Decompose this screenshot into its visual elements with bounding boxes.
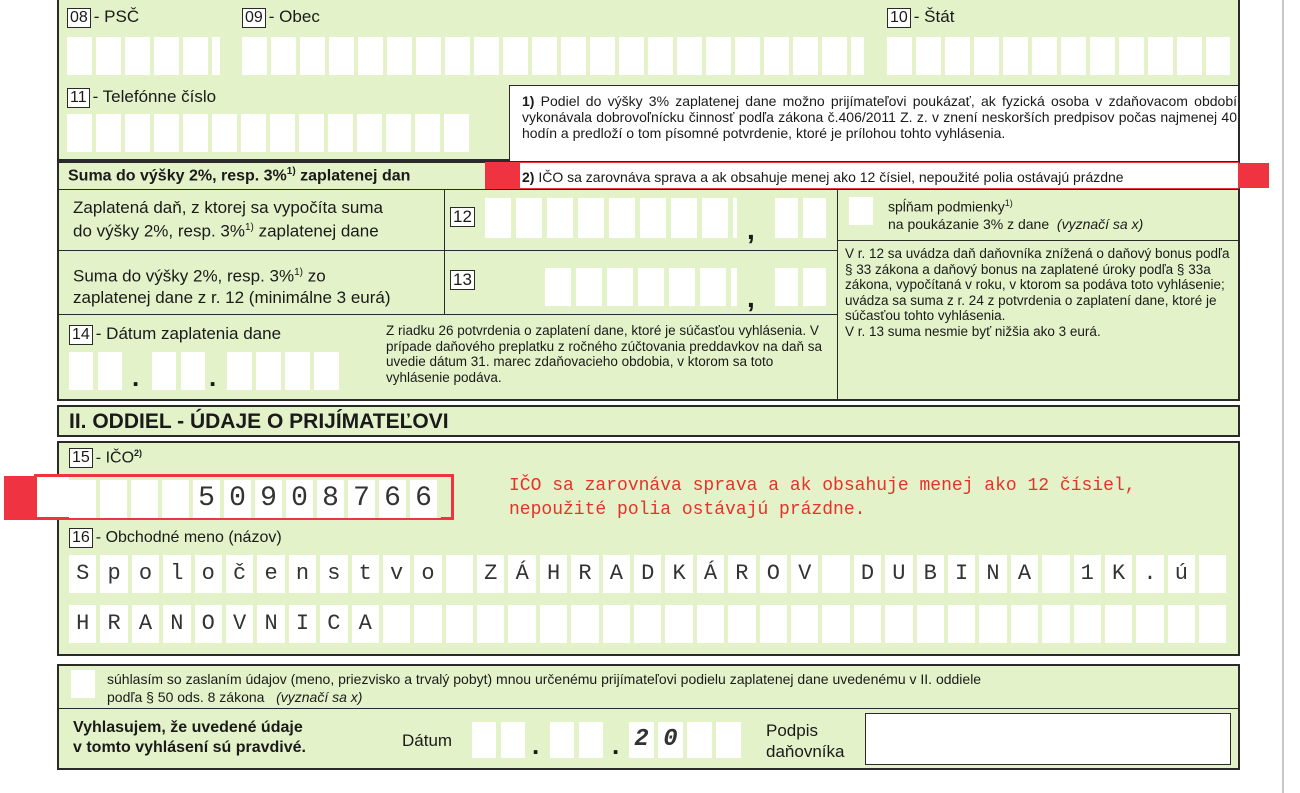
name-number: 16 <box>69 528 93 548</box>
char-cell <box>1168 605 1199 643</box>
row14-month-input[interactable] <box>152 352 208 390</box>
char-cell <box>1074 605 1105 643</box>
row13-input[interactable] <box>545 268 737 306</box>
check-label-c: (vyznačí sa x) <box>1056 215 1144 232</box>
char-cell <box>446 555 477 593</box>
row14-note: Z riadku 26 potvrdenia o zaplatení dane, ktoré je súčasťou vyhlásenia. V prípade daňového preplatku z ročného zúčtovania preddavkov na daň sa uvedie dátum 31. marec zdaňovacieho obdobia, v ktorom sa toto vyhlásenie podáva. <box>386 323 823 385</box>
ico-label-text: - IČO <box>95 449 135 467</box>
char-cell <box>1042 555 1073 593</box>
consent-text-a: súhlasím so zaslaním údajov (meno, priezvisko a trvalý pobyt) mnou určenému prijímateľovi podielu zaplatenej dane uvedenému v II. oddiele <box>107 671 982 687</box>
char-cell: R <box>728 555 759 593</box>
char-cell <box>979 605 1010 643</box>
stat-number: 10 <box>887 8 911 28</box>
char-cell: K <box>1105 555 1136 593</box>
row13-comma: , <box>747 282 755 313</box>
ico-hint <box>509 474 1136 522</box>
note-2-marker-right <box>1239 163 1269 188</box>
row14-day-input[interactable] <box>69 352 125 390</box>
row12-number: 12 <box>450 207 475 227</box>
char-cell: 0 <box>658 722 687 758</box>
char-cell: B <box>917 555 948 593</box>
check-3pct-box[interactable] <box>849 197 873 225</box>
note-2-marker-left <box>485 163 520 188</box>
char-cell <box>1199 605 1230 643</box>
section2-title: II. ODDIEL - ÚDAJE O PRIJÍMATEĽOVI <box>69 410 449 433</box>
consent-text-c: (vyznačí sa x) <box>276 689 363 705</box>
char-cell: R <box>100 605 131 643</box>
char-cell: V <box>791 555 822 593</box>
signature-label <box>766 720 844 762</box>
check-label-a: spĺňam podmienky <box>888 198 1005 215</box>
char-cell: 6 <box>410 480 441 518</box>
ico-sup: 2) <box>134 448 143 458</box>
char-cell: ú <box>1168 555 1199 593</box>
char-cell: 7 <box>348 480 379 518</box>
note-1-text: Podiel do výšky 3% zaplatenej dane možno prijímateľovi poukázať, ak fyzická osoba v zdaňovacom období vykonávala dobrovoľnícku činnosť podľa zákona č.406/2011 Z. z. v znení neskorších predpisov počas najmenej 40 hodín a predloží o tom písomné potvrdenie, ktoré je prílohou tohto vyhlásenia. <box>522 93 1237 141</box>
char-cell: 2 <box>629 722 658 758</box>
char-cell: t <box>352 555 383 593</box>
char-cell: S <box>69 555 100 593</box>
telefon-input[interactable] <box>67 114 472 152</box>
ico-label <box>69 448 142 468</box>
declaration-date-label: Dátum <box>402 731 453 750</box>
char-cell: n <box>289 555 320 593</box>
row12-label <box>73 198 383 242</box>
char-cell <box>1136 605 1167 643</box>
declaration-dot-2: . <box>612 730 620 760</box>
row14-label <box>69 324 281 345</box>
note-2-text: IČO sa zarovnáva sprava a ak obsahuje menej ako 12 čísiel, nepoužité polia ostávajú prázdne <box>538 169 1124 185</box>
signature-label-b: daňovníka <box>766 742 845 761</box>
row13-label-a: Suma do výšky 2%, resp. 3% <box>73 266 295 286</box>
char-cell <box>634 605 665 643</box>
telefon-label-text: - Telefónne číslo <box>92 87 217 106</box>
declaration-text-a: Vyhlasujem, že uvedené údaje <box>73 719 303 736</box>
char-cell: I <box>289 605 320 643</box>
sum-right-hline <box>837 240 1238 241</box>
obec-label-text: - Obec <box>268 7 320 26</box>
ico-marker-left <box>4 476 34 520</box>
note-2-mark: 2) <box>522 169 535 185</box>
char-cell: e <box>257 555 288 593</box>
side-note-2: V r. 13 suma nesmie byť nižšia ako 3 eurá. <box>845 323 1101 339</box>
check-label-b: na poukázanie 3% z dane <box>888 215 1050 232</box>
declaration-month-input[interactable] <box>550 722 604 758</box>
char-cell: 0 <box>286 480 317 518</box>
consent-text-b: podľa § 50 ods. 8 zákona <box>107 689 265 705</box>
char-cell: D <box>854 555 885 593</box>
row13-sup: 1) <box>294 267 303 278</box>
char-cell <box>791 605 822 643</box>
char-cell: I <box>948 555 979 593</box>
char-cell <box>414 605 445 643</box>
declaration-dot-1: . <box>532 730 540 760</box>
char-cell <box>728 605 759 643</box>
char-cell <box>131 480 162 518</box>
row13-label-b: zo <box>303 266 326 286</box>
char-cell: H <box>69 605 100 643</box>
char-cell <box>822 555 853 593</box>
char-cell <box>716 722 745 758</box>
char-cell: o <box>132 555 163 593</box>
side-note-1: V r. 12 sa uvádza daň daňovníka znížená o daňový bonus podľa § 33 zákona a daňový bonus na zaplatené úroky podľa § 33a zákona, vypočítaná v roku, v ktorom sa podáva toto vyhlásenie; uvádza sa suma z r. 24 z potvrdenia o zaplatení dane, ktoré je súčasťou tohto vyhlásenia. <box>845 246 1230 323</box>
char-cell <box>1105 605 1136 643</box>
char-cell: 9 <box>255 480 286 518</box>
stat-input[interactable] <box>887 37 1230 75</box>
char-cell: A <box>352 605 383 643</box>
char-cell: R <box>571 555 602 593</box>
char-cell: A <box>1011 555 1042 593</box>
char-cell: O <box>195 605 226 643</box>
char-cell: U <box>885 555 916 593</box>
char-cell: o <box>414 555 445 593</box>
char-cell: l <box>163 555 194 593</box>
row12-sup: 1) <box>244 222 254 233</box>
row13-label-c: zaplatenej dane z r. 12 (minimálne 3 eurá) <box>73 287 391 307</box>
char-cell <box>508 605 539 643</box>
declaration-text <box>73 718 306 758</box>
signature-label-a: Podpis <box>766 721 818 740</box>
check-3pct-label <box>888 195 1143 233</box>
char-cell: K <box>665 555 696 593</box>
char-cell <box>603 605 634 643</box>
page-edge-line <box>1282 0 1284 793</box>
stat-label <box>887 7 954 28</box>
char-cell <box>540 605 571 643</box>
char-cell <box>1042 605 1073 643</box>
obec-input[interactable] <box>242 37 864 75</box>
char-cell <box>383 605 414 643</box>
char-cell: p <box>100 555 131 593</box>
char-cell: 6 <box>379 480 410 518</box>
char-cell: A <box>603 555 634 593</box>
row12-divider-v <box>444 189 445 314</box>
declaration-text-b: v tomto vyhlásení sú pravdivé. <box>73 739 306 756</box>
char-cell <box>162 480 193 518</box>
note-1-mark: 1) <box>522 93 535 109</box>
psc-label-text: - PSČ <box>93 7 140 26</box>
char-cell: N <box>979 555 1010 593</box>
char-cell <box>948 605 979 643</box>
char-cell: V <box>226 605 257 643</box>
declaration-day-input[interactable] <box>472 722 526 758</box>
telefon-number: 11 <box>67 88 90 108</box>
row13-label <box>73 262 391 308</box>
char-cell <box>665 605 696 643</box>
signature-field[interactable] <box>865 713 1231 765</box>
sum-heading-tail: zaplatenej dan <box>295 167 411 185</box>
char-cell: v <box>383 555 414 593</box>
char-cell <box>885 605 916 643</box>
row14-label-text: - Dátum zaplatenia dane <box>95 324 282 343</box>
name-line1-input[interactable] <box>69 555 1230 593</box>
check-sup: 1) <box>1004 198 1013 208</box>
row12-comma: , <box>747 214 755 245</box>
obec-number: 09 <box>242 8 266 28</box>
row12-label-b: do výšky 2%, resp. 3% <box>73 221 245 241</box>
char-cell: s <box>320 555 351 593</box>
char-cell <box>571 605 602 643</box>
note-1 <box>522 93 1237 141</box>
psc-input[interactable] <box>67 37 220 75</box>
char-cell: D <box>634 555 665 593</box>
ico-number: 15 <box>69 448 93 468</box>
row12-label-c: zaplatenej dane <box>253 221 379 241</box>
char-cell: 1 <box>1074 555 1105 593</box>
declaration-year-input[interactable] <box>629 722 745 758</box>
row12-label-a: Zaplatená daň, z ktorej sa vypočíta suma <box>73 198 383 217</box>
sum-heading <box>68 166 410 185</box>
side-note <box>845 246 1230 339</box>
ico-hint-line2: nepoužité polia ostávajú prázdne. <box>509 500 866 520</box>
sum-heading-text: Suma do výšky 2%, resp. 3% <box>68 167 287 185</box>
char-cell <box>760 605 791 643</box>
consent-checkbox[interactable] <box>71 670 95 698</box>
char-cell: C <box>320 605 351 643</box>
telefon-label <box>67 87 216 108</box>
char-cell <box>822 605 853 643</box>
row12-bottom-line <box>59 250 837 251</box>
tax-form <box>57 0 1240 772</box>
char-cell <box>69 480 100 518</box>
char-cell: 0 <box>224 480 255 518</box>
char-cell <box>697 605 728 643</box>
char-cell: . <box>1136 555 1167 593</box>
char-cell: Z <box>477 555 508 593</box>
char-cell: N <box>163 605 194 643</box>
ico-input[interactable] <box>69 480 441 518</box>
char-cell: 8 <box>317 480 348 518</box>
name-label <box>69 528 282 548</box>
psc-label <box>67 7 139 28</box>
consent-divider <box>59 708 1238 709</box>
row12-cents-input[interactable] <box>775 198 827 238</box>
char-cell: A <box>132 605 163 643</box>
ico-white-band <box>37 477 69 517</box>
char-cell <box>446 605 477 643</box>
row14-number: 14 <box>69 325 93 345</box>
name-line2-input[interactable] <box>69 605 1230 643</box>
row13-cents-input[interactable] <box>775 268 827 306</box>
char-cell: Á <box>508 555 539 593</box>
ico-hint-line1: IČO sa zarovnáva sprava a ak obsahuje menej ako 12 čísiel, <box>509 476 1136 496</box>
row14-year-input[interactable] <box>227 352 341 390</box>
char-cell <box>854 605 885 643</box>
char-cell: 5 <box>193 480 224 518</box>
char-cell <box>1199 555 1230 593</box>
char-cell: N <box>257 605 288 643</box>
char-cell: H <box>540 555 571 593</box>
row12-input[interactable] <box>485 198 737 238</box>
char-cell: o <box>195 555 226 593</box>
obec-label <box>242 7 320 28</box>
name-label-text: - Obchodné meno (názov) <box>95 529 282 546</box>
char-cell <box>1011 605 1042 643</box>
stat-label-text: - Štát <box>913 7 955 26</box>
row13-number: 13 <box>450 270 475 290</box>
char-cell <box>477 605 508 643</box>
sum-right-divider <box>837 189 838 399</box>
char-cell <box>100 480 131 518</box>
char-cell: O <box>760 555 791 593</box>
char-cell <box>917 605 948 643</box>
note-2 <box>522 169 1124 185</box>
char-cell: Á <box>697 555 728 593</box>
row14-dot-1: . <box>132 362 140 392</box>
char-cell <box>687 722 716 758</box>
sum-heading-sup: 1) <box>286 166 296 177</box>
row14-dot-2: . <box>209 362 217 392</box>
row13-bottom-line <box>59 314 837 315</box>
consent-text <box>107 670 981 706</box>
psc-number: 08 <box>67 8 91 28</box>
char-cell: č <box>226 555 257 593</box>
